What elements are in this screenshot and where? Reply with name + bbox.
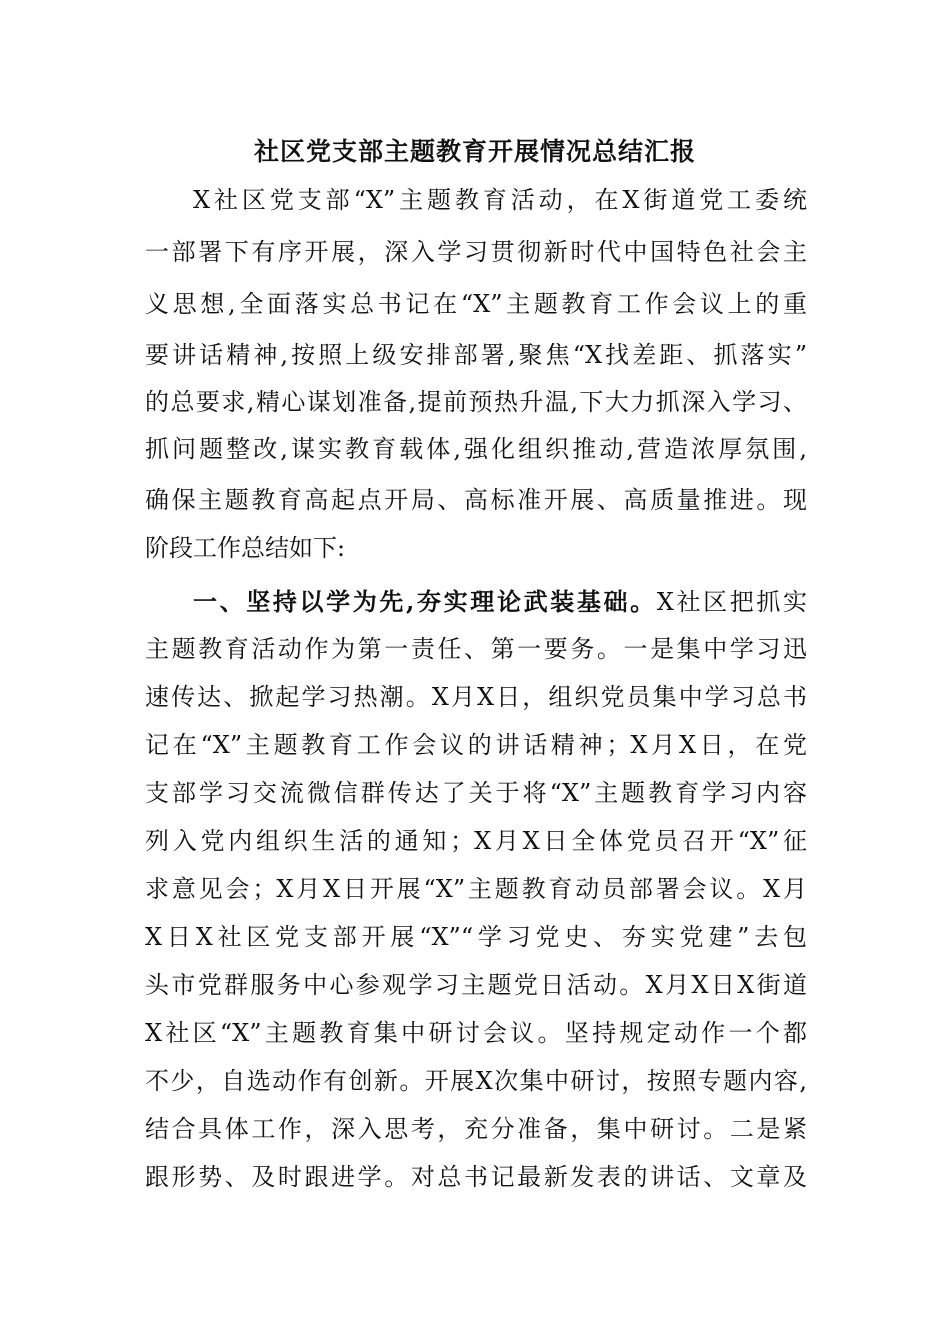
paragraph-line: 结合具体工作，深入思考，充分准备，集中研讨。二是紧 [145, 1115, 807, 1143]
paragraph-line: 要讲话精神,按照上级安排部署,聚焦“X找差距、抓落实” [145, 341, 807, 369]
paragraph-line: 求意见会；X月X日开展“X”主题教育动员部署会议。X月 [145, 875, 807, 903]
paragraph-line: X日X社区党支部开展“X”“学习党史、夯实党建”去包 [145, 923, 807, 951]
paragraph-line: 列入党内组织生活的通知；X月X日全体党员召开“X”征 [145, 827, 807, 855]
paragraph-line: 跟形势、及时跟进学。对总书记最新发表的讲话、文章及 [145, 1163, 807, 1191]
paragraph-line: 的总要求,精心谋划准备,提前预热升温,下大力抓深入学习、 [145, 388, 807, 416]
paragraph-line: 一部署下有序开展，深入学习贯彻新时代中国特色社会主 [145, 238, 807, 266]
paragraph-line: 阶段工作总结如下: [145, 534, 346, 562]
section-heading-rest: X社区把抓实 [656, 588, 807, 616]
section-heading-line [193, 584, 807, 620]
paragraph-line: X社区“X”主题教育集中研讨会议。坚持规定动作一个都 [145, 1019, 807, 1047]
paragraph-line: 头市党群服务中心参观学习主题党日活动。X月X日X街道 [145, 971, 807, 999]
section-heading: 一、坚持以学为先,夯实理论武装基础。 [193, 587, 657, 616]
paragraph-line: 抓问题整改,谋实教育载体,强化组织推动,营造浓厚氛围, [145, 435, 807, 463]
paragraph-line: 不少，自选动作有创新。开展X次集中研讨，按照专题内容, [145, 1067, 807, 1095]
paragraph-line: 确保主题教育高起点开局、高标准开展、高质量推进。现 [145, 486, 807, 514]
paragraph-line: X社区党支部“X”主题教育活动，在X街道党工委统 [193, 186, 807, 214]
paragraph-line: 义思想,全面落实总书记在“X”主题教育工作会议上的重 [145, 290, 807, 318]
paragraph-line: 记在“X”主题教育工作会议的讲话精神；X月X日，在党 [145, 731, 807, 759]
paragraph-line: 支部学习交流微信群传达了关于将“X”主题教育学习内容 [145, 779, 807, 807]
paragraph-line: 主题教育活动作为第一责任、第一要务。一是集中学习迅 [145, 635, 807, 663]
document-title: 社区党支部主题教育开展情况总结汇报 [253, 137, 696, 166]
paragraph-line: 速传达、掀起学习热潮。X月X日，组织党员集中学习总书 [145, 683, 807, 711]
